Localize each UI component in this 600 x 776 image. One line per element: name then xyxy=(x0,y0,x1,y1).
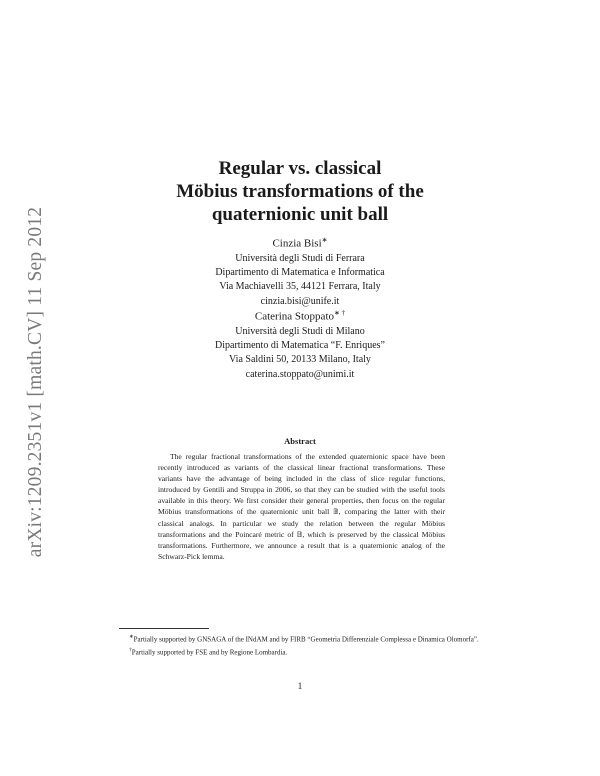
arxiv-identifier: arXiv:1209.2351v1 [math.CV] 11 Sep 2012 xyxy=(25,206,46,558)
footnotes xyxy=(119,632,481,658)
abstract-heading: Abstract xyxy=(284,436,316,446)
footnote-1-mark: ∗ xyxy=(129,634,134,640)
author-1-name-line xyxy=(0,233,600,252)
author-1-name: Cinzia Bisi xyxy=(272,237,322,250)
footnote-2 xyxy=(119,645,481,658)
author-1-marks: ∗ xyxy=(321,236,328,244)
author-2-department: Dipartimento di Matematica “F. Enriques” xyxy=(215,339,385,351)
author-2-block xyxy=(0,306,600,382)
footnote-2-mark: † xyxy=(129,646,132,653)
author-2-name-line xyxy=(0,306,600,325)
footnote-divider xyxy=(119,628,209,629)
author-1-block xyxy=(0,233,600,309)
author-2-marks: ∗ † xyxy=(334,309,346,317)
footnote-1-text: Partially supported by GNSAGA of the INdAM and by FIRB “Geometria Differenziale Complessa e Dinamica Olomorfa”. xyxy=(133,635,479,644)
footnote-1 xyxy=(119,632,481,645)
author-1-university: Università degli Studi di Ferrara xyxy=(235,252,365,264)
author-2-address: Via Saldini 50, 20133 Milano, Italy xyxy=(229,354,371,366)
author-2-university: Università degli Studi di Milano xyxy=(235,325,365,337)
title-line-3: quaternionic unit ball xyxy=(211,204,389,225)
abstract-body: The regular fractional transformations of the extended quaternionic space have been recently introduced as variants of the classical linear fractional transformations. These variants have the advantage of being included in the class of slice regular functions, introduced by Gentili and Struppa in 2006, so that they can be studied with the useful tools available in this theory. We first consider their general properties, then focus on the regular Möbius transformations of the quaternionic unit ball 𝔹, comparing the latter with their classical analogs. In particular we study the relation between the regular Möbius transformations and the Poincaré metric of 𝔹, which is preserved by the classical Möbius transformations. Furthermore, we announce a result that is a quaternionic analog of the Schwarz-Pick lemma. xyxy=(158,452,445,561)
paper-title xyxy=(0,157,600,226)
page-number: 1 xyxy=(297,681,303,691)
author-2-email: caterina.stoppato@unimi.it xyxy=(245,368,355,380)
title-line-1: Regular vs. classical xyxy=(218,158,382,179)
author-1-email: cinzia.bisi@unife.it xyxy=(260,295,340,307)
author-2-name: Caterina Stoppato xyxy=(254,310,334,323)
author-1-department: Dipartimento di Matematica e Informatica xyxy=(215,266,385,278)
footnote-2-text: Partially supported by FSE and by Regione Lombardia. xyxy=(131,648,288,657)
title-line-2: Möbius transformations of the xyxy=(176,181,424,202)
author-1-address: Via Machiavelli 35, 44121 Ferrara, Italy xyxy=(219,281,381,293)
